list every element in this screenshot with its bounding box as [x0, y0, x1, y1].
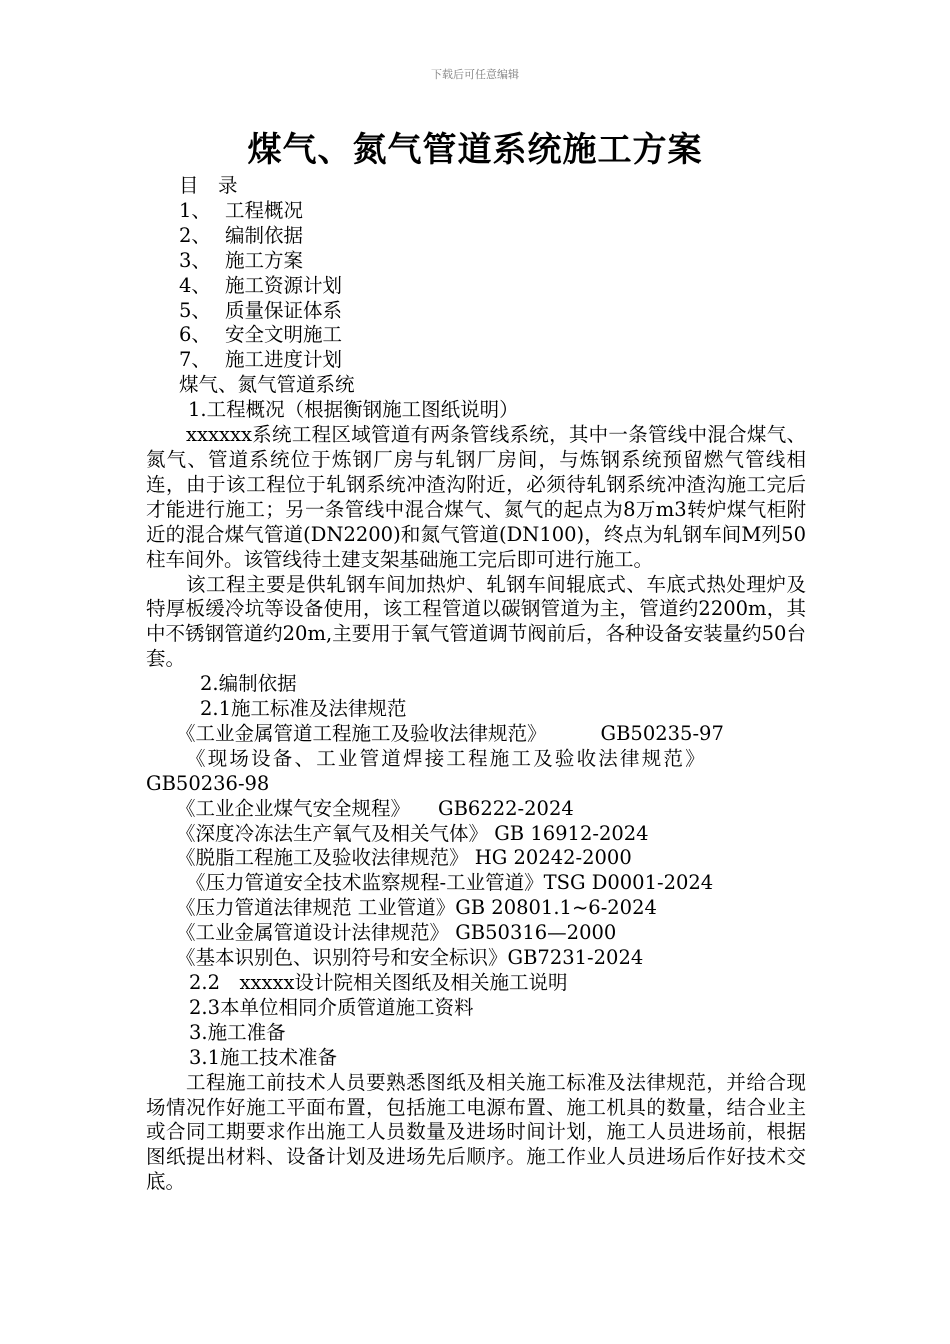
- reference-code: GB6222-2024: [438, 796, 574, 820]
- section-3-paragraph: 工程施工前技术人员要熟悉图纸及相关施工标准及法律规范，并给合现场情况作好施工平面布置，包括施工电源布置、施工机具的数量，结合业主或合同工期要求作出施工人员数量及进场时间计划，施工人员进场前，根据图纸提出材料、设备计划及进场先后顺序。施工作业人员进场后作好技术交底。: [146, 1070, 806, 1194]
- toc-item-number: 6、: [179, 323, 211, 347]
- reference-item: [146, 846, 806, 871]
- section-1-paragraph: xxxxxx系统工程区域管道有两条管线系统，其中一条管线中混合煤气、氮气、管道系统位于炼钢厂房与轧钢厂房间，与炼钢系统预留燃气管线相连，由于该工程位于轧钢系统冲渣沟附近，必须待轧钢系统冲渣沟施工完后才能进行施工；另一条管线中混合煤气、氮气的起点为8万m3转炉煤气柜附近的混合煤气管道(DN2200)和氮气管道(DN100)，终点为轧钢车间M列50柱车间外。该管线待土建支架基础施工完后即可进行施工。: [146, 423, 806, 571]
- section-3-heading: 3.施工准备: [189, 1020, 286, 1044]
- subsection-2-1-heading: 2.1施工标准及法律规范: [200, 697, 407, 721]
- toc-item: [146, 199, 806, 224]
- reference-item: [146, 797, 806, 822]
- section-1-paragraph: 该工程主要是供轧钢车间加热炉、轧钢车间辊底式、车底式热处理炉及特厚板缓冷坑等设备使用，该工程管道以碳钢管道为主，管道约2200m，其中不锈钢管道约20m,主要用于氧气管道调节阀前后，各种设备安装量约50台套。: [146, 572, 806, 671]
- subsection-2-2-heading: 2.2 xxxxx设计院相关图纸及相关施工说明: [189, 971, 568, 994]
- section-1-heading: 1.工程概况（根据衡钢施工图纸说明）: [188, 398, 519, 422]
- reference-name: 《工业金属管道设计法律规范》: [176, 921, 450, 945]
- toc-item: [146, 274, 806, 299]
- reference-name: 《脱脂工程施工及验收法律规范》: [176, 846, 469, 870]
- reference-name: 《压力管道法律规范 工业管道》: [176, 896, 456, 920]
- toc-item-number: 7、: [179, 348, 211, 372]
- reference-code: GB50316—2000: [455, 921, 617, 945]
- reference-code: GB50235-97: [600, 721, 724, 745]
- reference-item: [146, 921, 806, 946]
- toc-item-label: 质量保证体系: [225, 298, 343, 322]
- reference-name: 《工业金属管道工程施工及验收法律规范》: [176, 721, 547, 745]
- reference-item: [146, 946, 806, 971]
- subsection-3-1-heading: 3.1施工技术准备: [189, 1045, 338, 1069]
- reference-code: GB50236-98: [146, 771, 270, 795]
- reference-code: HG 20242-2000: [474, 846, 632, 870]
- section-name: 煤气、氮气管道系统: [179, 373, 355, 397]
- toc-item: [146, 299, 806, 324]
- reference-code: GB7231-2024: [507, 946, 644, 970]
- toc-item: [146, 348, 806, 373]
- toc-heading: 目 录: [179, 174, 238, 197]
- toc-item: [146, 224, 806, 249]
- reference-name: 《压力管道安全技术监察规程-工业管道》: [186, 871, 544, 895]
- section-2-heading: 2.编制依据: [200, 672, 297, 696]
- reference-item: [146, 747, 806, 772]
- reference-name: 《工业企业煤气安全规程》: [176, 796, 411, 820]
- reference-code: TSG D0001-2024: [543, 871, 714, 895]
- toc-item-number: 4、: [179, 273, 211, 297]
- reference-item: [146, 871, 806, 896]
- reference-code: GB 20801.1~6-2024: [455, 896, 657, 920]
- document-title: 煤气、氮气管道系统施工方案: [247, 130, 703, 170]
- reference-item: [146, 822, 806, 847]
- toc-item-number: 3、: [179, 248, 211, 272]
- toc-item-number: 2、: [179, 223, 211, 247]
- toc-item-label: 工程概况: [225, 198, 304, 222]
- toc-item-label: 施工进度计划: [225, 348, 343, 372]
- reference-name: 《深度冷冻法生产氧气及相关气体》: [176, 821, 489, 845]
- header-note: 下载后可任意编辑: [431, 68, 519, 81]
- toc-item-label: 安全文明施工: [225, 323, 343, 347]
- toc-item-number: 1、: [179, 198, 211, 222]
- reference-name: 《基本识别色、识别符号和安全标识》: [176, 946, 508, 970]
- toc-item: [146, 249, 806, 274]
- toc-item-label: 施工方案: [225, 248, 304, 272]
- toc-item-number: 5、: [179, 298, 211, 322]
- subsection-2-3-heading: 2.3本单位相同介质管道施工资料: [189, 995, 474, 1019]
- reference-name: 《现场设备、工业管道焊接工程施工及验收法律规范》: [186, 746, 707, 770]
- reference-code: GB 16912-2024: [494, 821, 649, 845]
- document-body: [146, 174, 806, 1195]
- toc-item-label: 编制依据: [225, 223, 304, 247]
- toc-item: [146, 323, 806, 348]
- reference-item: [146, 722, 806, 747]
- reference-item: [146, 896, 806, 921]
- toc-item-label: 施工资源计划: [225, 273, 343, 297]
